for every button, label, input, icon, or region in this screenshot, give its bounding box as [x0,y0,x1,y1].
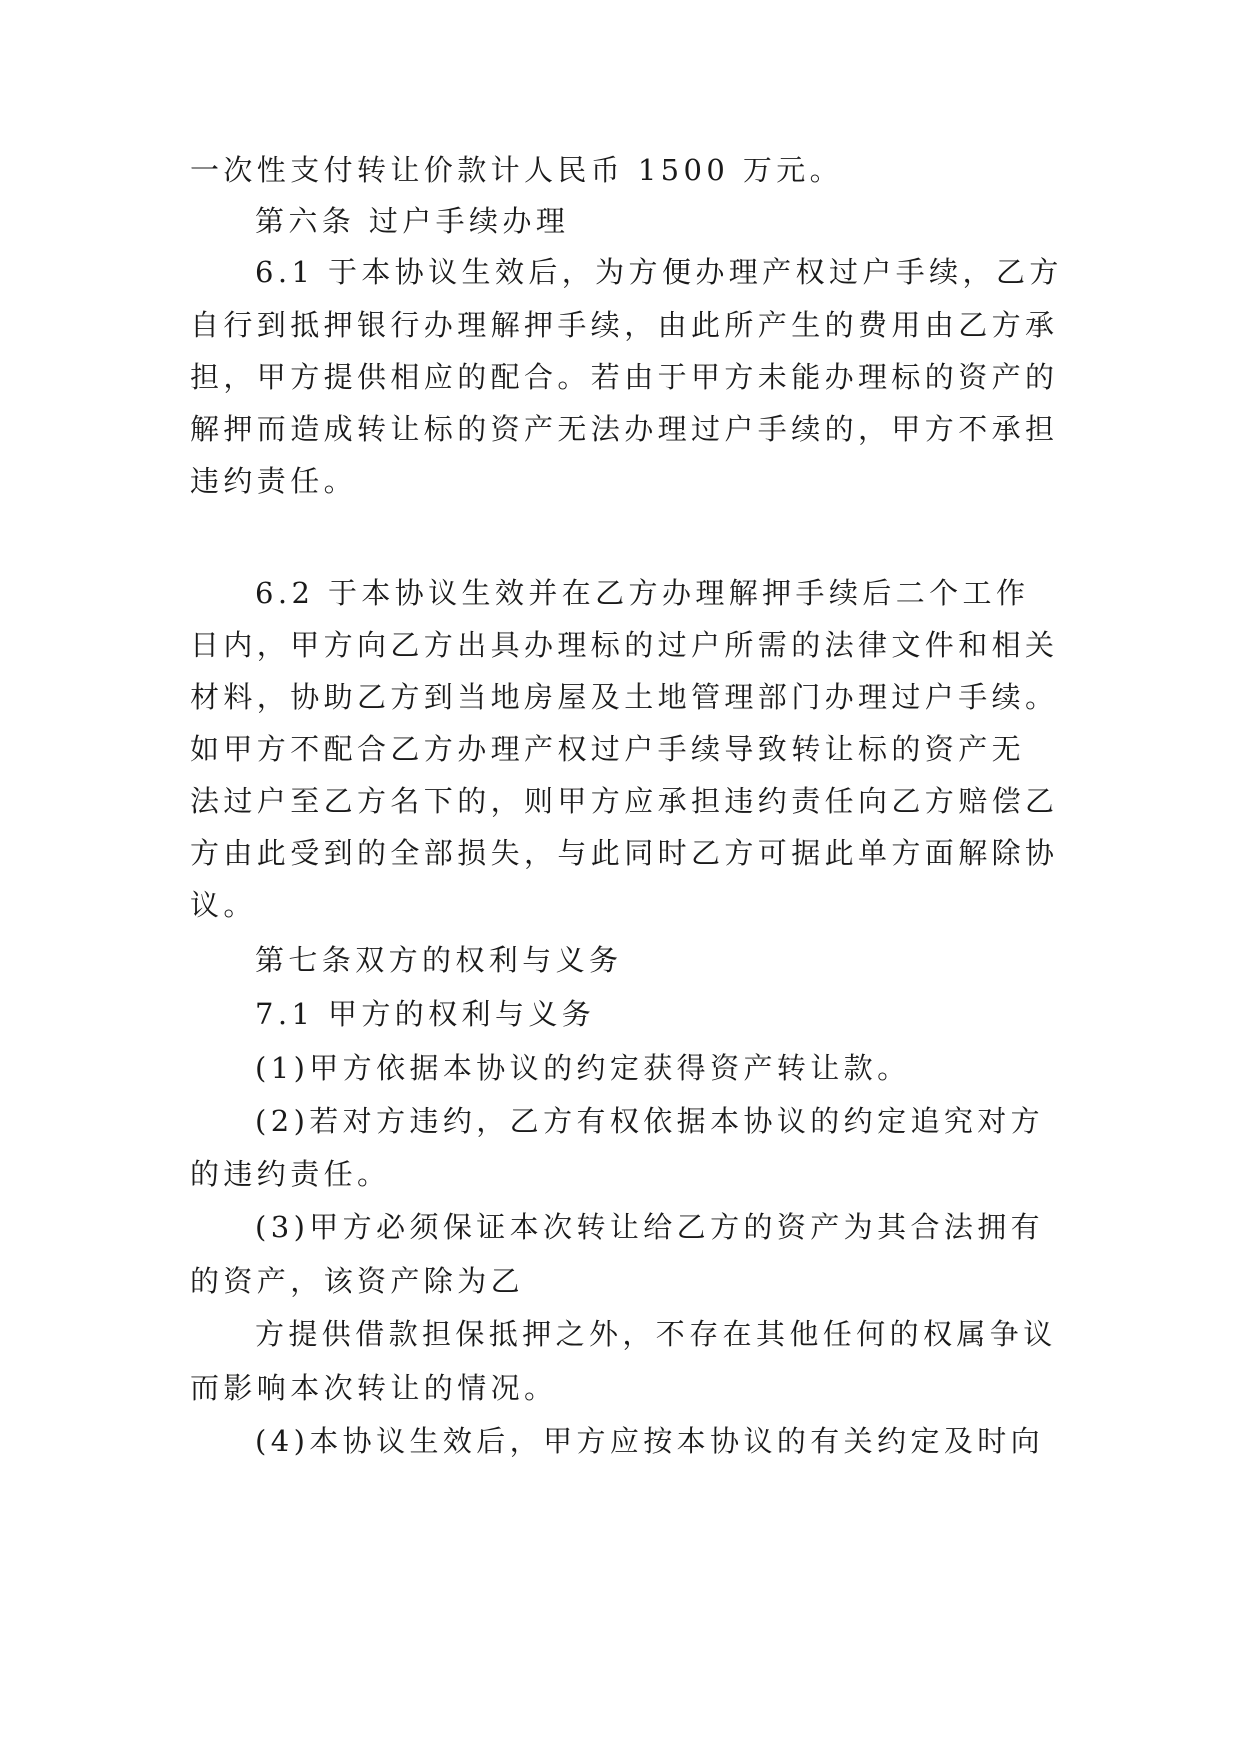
text-line: 6.1 于本协议生效后，为方便办理产权过户手续，乙方 [255,255,1063,289]
text-line: (2)若对方违约，乙方有权依据本协议的约定追究对方 [255,1104,1045,1138]
text-line: 方提供借款担保抵押之外，不存在其他任何的权属争议 [255,1317,1057,1351]
section-heading: 第七条双方的权利与义务 [255,943,623,977]
text-line: 的违约责任。 [190,1157,391,1191]
text-line: (4)本协议生效后，甲方应按本协议的有关约定及时向 [255,1424,1045,1458]
text-line: (1)甲方依据本协议的约定获得资产转让款。 [255,1051,911,1085]
text-line: 的资产，该资产除为乙 [190,1264,525,1298]
text-line: 而影响本次转让的情况。 [190,1371,558,1405]
text-line: 议。 [190,888,257,922]
text-line: 6.2 于本协议生效并在乙方办理解押手续后二个工作 [255,576,1030,610]
subsection-heading: 7.1 甲方的权利与义务 [255,997,596,1031]
text-line: 方由此受到的全部损失，与此同时乙方可据此单方面解除协 [190,836,1059,870]
text-line: 解押而造成转让标的资产无法办理过户手续的，甲方不承担 [190,412,1059,446]
text-line: 自行到抵押银行办理解押手续，由此所产生的费用由乙方承 [190,308,1059,342]
text-line: 法过户至乙方名下的，则甲方应承担违约责任向乙方赔偿乙 [190,784,1059,818]
section-heading: 第六条 过户手续办理 [255,204,570,238]
text-line: 日内，甲方向乙方出具办理标的过户所需的法律文件和相关 [190,628,1059,662]
text-line: 一次性支付转让价款计人民币 1500 万元。 [190,153,844,187]
text-line: 材料，协助乙方到当地房屋及土地管理部门办理过户手续。 [190,680,1059,714]
text-line: 违约责任。 [190,464,358,498]
text-line: 担，甲方提供相应的配合。若由于甲方未能办理标的资产的 [190,360,1059,394]
text-line: 如甲方不配合乙方办理产权过户手续导致转让标的资产无 [190,732,1026,766]
text-line: (3)甲方必须保证本次转让给乙方的资产为其合法拥有 [255,1210,1045,1244]
